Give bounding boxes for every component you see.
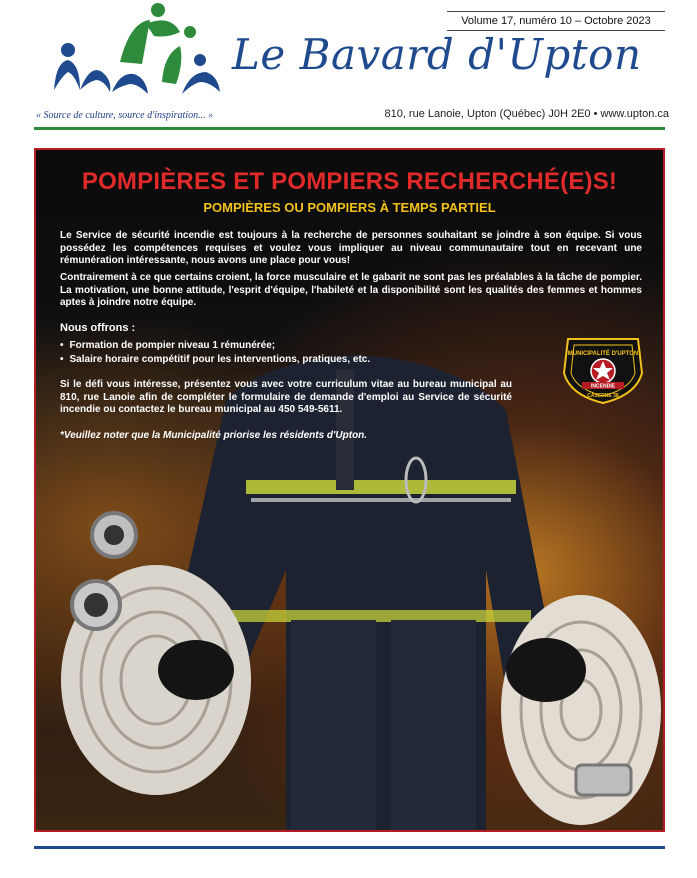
tagline: « Source de culture, source d'inspiration... » [36,110,214,121]
upton-logo [50,2,225,102]
address-line: 810, rue Lanoie, Upton (Québec) J0H 2E0 • www.upton.ca [384,108,669,120]
poster-headline: POMPIÈRES ET POMPIERS RECHERCHÉ(E)S! [81,168,618,195]
badge-bottom-text: CASERNE 38 [587,393,619,399]
header-divider [34,127,665,130]
fire-department-badge-icon [560,333,646,405]
list-item: • Formation de pompier niveau 1 rémunérée; [60,339,370,353]
right-hose-coil [501,595,661,825]
recruitment-poster [34,148,665,832]
residency-note: *Veuillez noter que la Municipalité priorise les résidents d'Upton. [60,430,368,441]
poster-subhead: POMPIÈRES OU POMPIERS À TEMPS PARTIEL [203,200,496,215]
issue-volume: Volume 17, numéro 10 – Octobre 2023 [447,11,665,31]
badge-top-text: MUNICIPALITÉ D'UPTON [567,351,639,357]
qualities-paragraph: Contrairement à ce que certains croient, la force musculaire et le gabarit ne sont pas les préalables à la tâche de pompier. La motivation, une bonne attitude, l'esprit d'équipe, l'habileté et la disponibilité sont les qualités des femmes et hommes aptes à joindre notre équipe. [60,272,642,308]
newsletter-title: Le Bavard d'Upton [232,30,642,79]
badge-banner-text: INCENDIE [591,383,615,390]
footer-divider [34,846,665,849]
apply-paragraph: Si le défi vous intéresse, présentez vous avec votre curriculum vitae au bureau municipal au 810, rue Lanoie afin de compléter le formulaire de demande d'emploi au Service de sécurité incendie ou contactez le bureau municipal au 450 549-5611. [60,379,512,415]
list-item: • Salaire horaire compétitif pour les interventions, pratiques, etc. [60,353,370,367]
intro-paragraph: Le Service de sécurité incendie est toujours à la recherche de personnes souhaitant se joindre à son équipe. Si vous possédez les compétences requises et voulez vous impliquer au niveau communautaire tout en recevant une rémunération intéressante, nous avons une place pour vous! [60,230,642,266]
offers-list [60,339,370,367]
offers-title: Nous offrons : [60,322,136,334]
